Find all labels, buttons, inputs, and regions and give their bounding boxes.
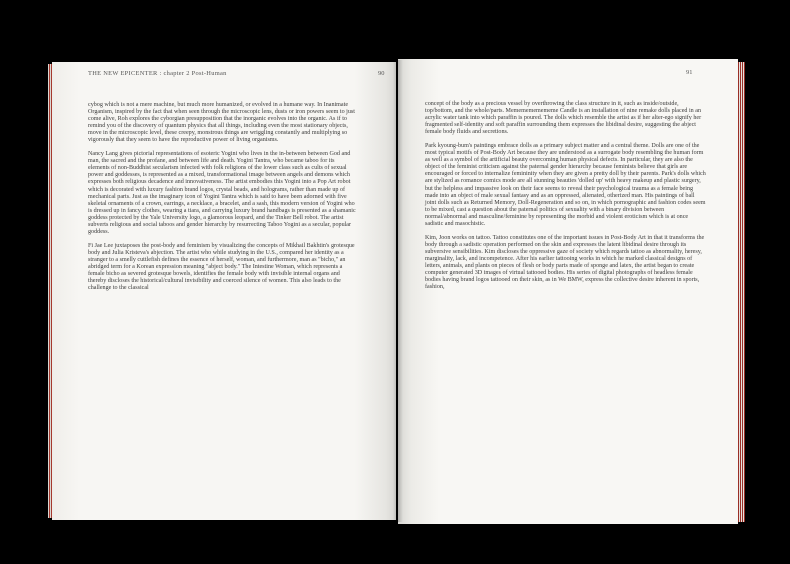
paragraph: Kim, Joon works on tattoo. Tattoo constitutes one of the important issues in Post-Body Art in that it transforms the body through a sadistic operation performed on the skin and expresses the latent libidinal desire through its subversive sensibilities. Kim discloses the oppressive gaze of society which regards tattoo as abnormality, heresy, marginality, lack, and incompetence. After his earlier tattooing works in which he marked classical designs of letters, animals, and plants on pieces of flesh or body parts made of sponge and latex, the artist began to create computer generated 3D images of virtual tattooed bodies. His series of digital photographs of headless female bodies having brand logos tattooed on their skin, as in We BMW, express the collective desire inherent in sports, fashion, [425,234,705,291]
left-text-column [88,102,356,299]
page-number-right: 91 [686,69,693,76]
left-page [52,62,396,520]
paragraph: Park kyoung-bum's paintings embrace dolls as a primary subject matter and a central theme. Dolls are one of the most typical motifs of Post-Body Art because they are understood as a surrogate body resembling the human form as well as a symbol of the artificial beauty overcoming human physical defects. In particular, they are also the object of the feminist criticism against the paternal gender hierarchy because feminists believe that girls are encouraged or forced to internalize femininity when they are given a pretty doll by their parents. Park's dolls which are stylized as romance comics mode are all stunning beauties 'dolled up' with heavy makeup and plastic surgery, but the helpless and impassive look on their face seems to reveal their psychological trauma as a female being made into an object of male sexual fantasy and as an oppressed, alienated, otherized man. His paintings of ball joint dolls such as Returned Memory, Doll-Regeneration and so on, in which pornographic and fashion codes seem to be mixed, cast a question about the paternal politics of sexuality with a binary division between normal/abnormal and masculine/feminine by representing the morbid and violent eroticism which is at once sadistic and masochistic. [425,143,706,227]
right-page-edge [737,62,745,522]
paragraph: Nancy Lang gives pictorial representations of esoteric Yogini who lives in the in-between between God and man, the sacred and the profane, and between life and death. Yogini Tantra, who became taboo for its elements of non-Buddhist secularism infected with folk religions of the lower class such as cults of sexual power and goddesses, is represented as a mixed, transformational image between angels and demons which expresses both religious decadence and innovativeness. The artist embodies this Yogini into a Pop Art robot which is decorated with luxury fashion brand logos, crystal beads, and holograms, rather than made up of mechanical parts. Just as the imaginary icon of Yogini Tantra which is said to have been adorned with five skeletal ornaments of a crown, earrings, a necklace, a bracelet, and a sash, this modern version of Yogini who is dressed up in fancy clothes, wearing a tiara, and carrying luxury brand handbags is presented as a shamanic goddess protected by the Yale University logo, a glamorous leopard, and the Tinker Bell robot. The artist subverts religious and social taboos and gender hierarchy by resurrecting Taboo Yogini as a secular, popular goddess. [88,151,356,235]
right-page [398,59,738,524]
book-gutter [393,60,403,522]
paragraph: concept of the body as a precious vessel by overthrowing the class structure in it, such as inside/outside, top/bottom, and the whole/parts. Mememememememe Candle is an installation of nine remake dolls placed in an acrylic water tank into which paraffin is poured. The dolls which resemble the artist as if her alter-ego signify her fragmented self-identity and soft paraffin surrounding them expresses the libidinal desire, suggesting the abject female body fluids and secretions. [425,101,702,136]
paragraph: cybog which is not a mere machine, but much more humanized, or evolved in a humane way. In Inanimate Organism, inspired by the fact that when seen through the microscopic lens, dusts or iron powers seem to just come alive, Roh explores the cyborgian presupposition that the inorganic evolves into the organic. As if to remind you of the discovery of quantum physics that all things, including even the most stationary objects, move in the microscopic level, these creepy, monstrous things are wriggling constantly and multiplying so vigorously that they seem to have the reproductive power of living organisms. [88,102,355,144]
page-number-left: 90 [378,70,385,77]
right-text-column [425,101,707,298]
paragraph: Fi Jae Lee juxtaposes the post-body and feminism by visualizing the concepts of Mikhail Bakhtin's grotesque body and Julia Kristeva's abjection. The artist who while studying in the U.S., compared her identity as a stranger to a smelly cuttlefish defines the essence of herself, woman, and furthermore, man as "bicho," an abridged term for a Korean expression meaning "abject body." The Intestine Woman, which represents a female bicho as severed grotesque bowels, identifies the female body with invisible internal organs and thereby discloses the historical/cultural invisibility and coerced silence of women. This also leads to the challenge to the classical [88,242,355,292]
running-head: THE NEW EPICENTER : chapter 2 Post-Human [88,70,227,77]
